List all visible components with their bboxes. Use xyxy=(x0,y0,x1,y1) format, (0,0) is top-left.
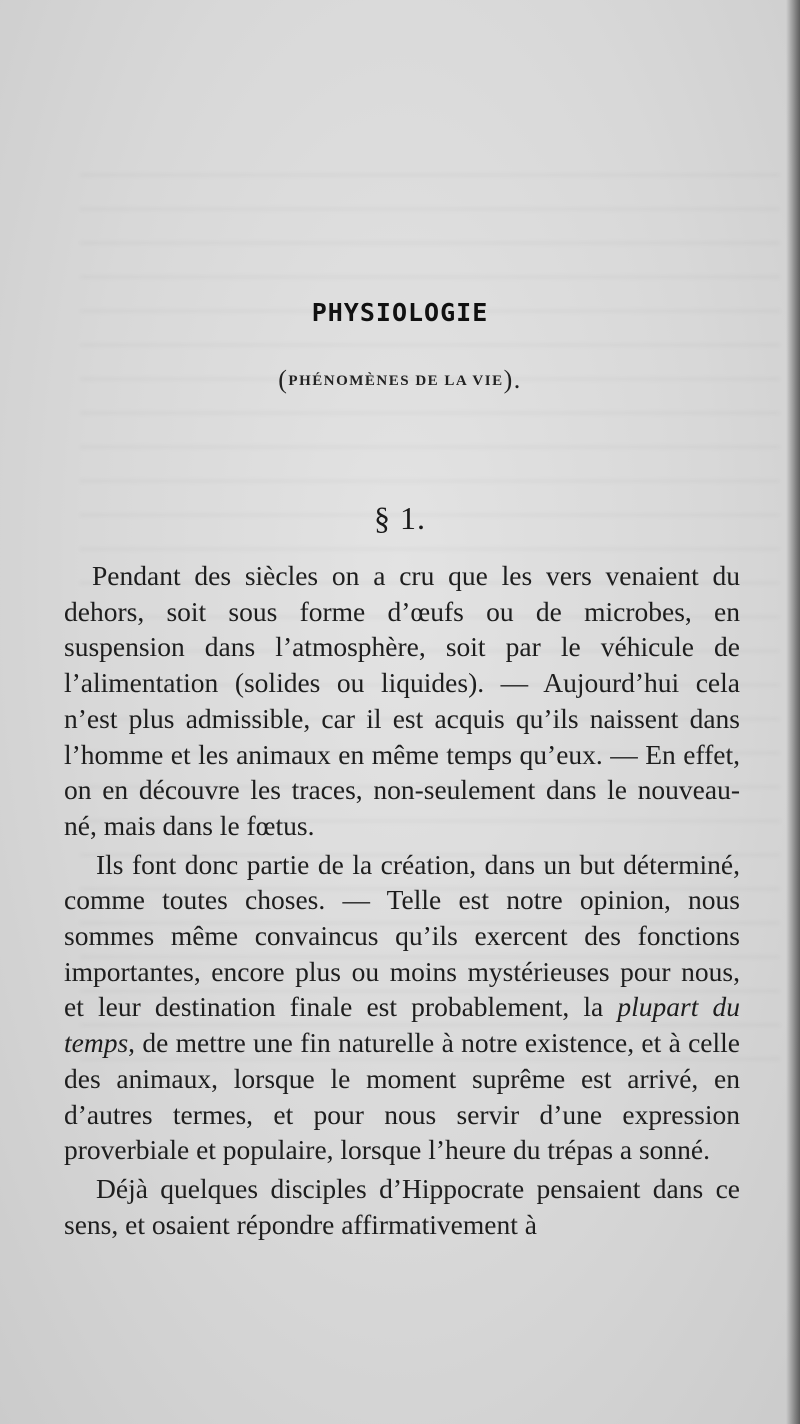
body-text xyxy=(64,558,740,1242)
subtitle-text: PHÉNOMÈNES DE LA VIE xyxy=(288,373,504,389)
section-heading: § 1. xyxy=(374,500,426,536)
paragraph-2-text-after: , de mettre une fin naturelle à notre existence, et à celle des animaux, lorsque le moment suprême est arrivé, en d’autres termes, et pour nous servir d’une expression proverbiale et populaire, lorsque l’heure du trépas a sonné. xyxy=(64,1027,740,1166)
paragraph-3: Déjà quelques disciples d’Hippocrate pensaient dans ce sens, et osaient répondre affirmativement à xyxy=(64,1172,740,1240)
paragraph-2-text-before: Ils font donc partie de la création, dans un but déterminé, comme toutes choses. — Telle est notre opinion, nous sommes même convaincus qu’ils exercent des fonctions importantes, encore plus ou moins mystérieuses pour nous, et leur destination finale est probablement, la xyxy=(64,848,740,1023)
subtitle-open-paren: ( xyxy=(278,365,289,394)
page-edge-shadow xyxy=(786,0,800,1424)
paragraph-2-italic: plupart du temps xyxy=(64,991,741,1059)
paragraph-2 xyxy=(64,847,740,1168)
chapter-subtitle xyxy=(0,365,800,395)
paragraph-1: Pendant des siècles on a cru que les vers venaient du dehors, soit sous forme d’œufs ou de microbes, en suspension dans l’atmosphère, soit par le véhicule de l’alimentation (solides ou liquides). — Aujourd’hui cela n’est plus admissible, car il est acquis qu’ils naissent dans l’homme et les animaux en même temps qu’eux. — En effet, on en découvre les traces, non-seulement dans le nouveau-né, mais dans le fœtus. xyxy=(64,560,740,841)
subtitle-close-paren: ). xyxy=(503,365,522,394)
chapter-title: PHYSIOLOGIE xyxy=(311,298,489,327)
